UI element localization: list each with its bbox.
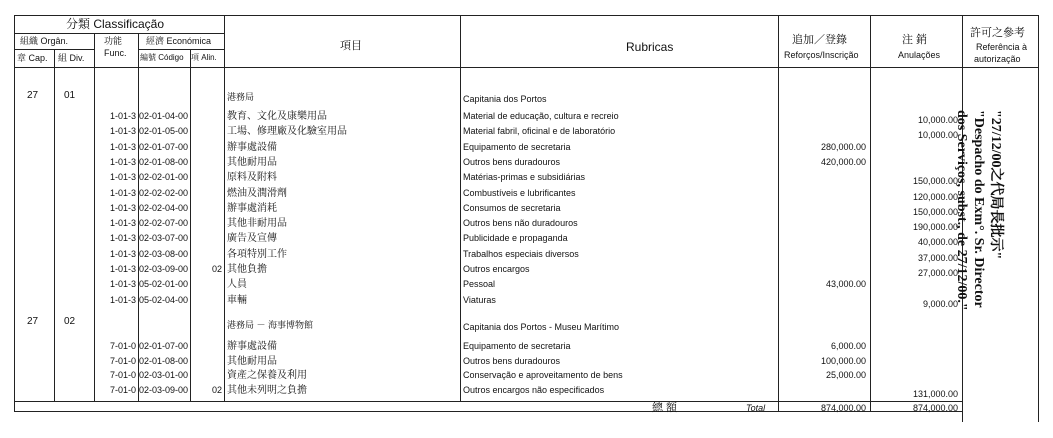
row-func: 1-01-3	[109, 248, 136, 259]
row-codigo: 05-02-04-00	[138, 294, 188, 305]
group-2-cap: 27	[27, 316, 39, 327]
row-anulacao: 150,000.00	[912, 206, 958, 217]
row-func: 7-01-0	[109, 341, 136, 351]
anulacoes-header-sub: Anulações	[898, 50, 941, 60]
row-func: 7-01-0	[109, 370, 136, 380]
row-item-zh: 資產之保養及利用	[227, 370, 307, 381]
table-left-border	[14, 15, 15, 412]
row-rubrica: Equipamento de secretaria	[463, 341, 571, 351]
table-right-border	[1038, 15, 1039, 422]
total-anulacoes: 874,000.00	[912, 403, 958, 413]
row-codigo: 02-03-01-00	[138, 370, 188, 380]
row-item-zh: 人員	[227, 279, 247, 291]
row-codigo: 02-01-07-00	[138, 341, 188, 351]
row-codigo: 02-03-08-00	[138, 248, 188, 259]
row-codigo: 02-03-09-00	[138, 264, 188, 274]
row-alinea: 02	[211, 384, 222, 395]
row-anulacao: 131,000.00	[912, 388, 958, 399]
row-func: 1-01-3	[109, 111, 136, 121]
funcional-header-sub: Func.	[104, 48, 127, 58]
anulacoes-header: 注 銷	[902, 34, 928, 46]
row-rubrica: Viaturas	[463, 294, 496, 305]
row-reforco: 25,000.00	[825, 370, 866, 380]
group-2-item-zh: 港務局 － 海事博物館	[227, 320, 314, 330]
row-item-zh: 其他耐用品	[227, 156, 277, 168]
total-label-pt: Total	[746, 403, 766, 413]
organica-header: 組織 Orgân.	[20, 36, 69, 46]
row-rubrica: Material fabril, oficinal e de laboratório	[463, 126, 616, 137]
row-anulacao: 190,000.00	[912, 222, 958, 233]
row-rubrica: Conservação e aproveitamento de bens	[463, 370, 623, 380]
row-codigo: 02-03-07-00	[138, 233, 188, 244]
row-rubrica: Outros bens duradouros	[463, 355, 561, 366]
row-func: 1-01-3	[109, 141, 136, 152]
row-anulacao: 10,000.00	[917, 130, 958, 141]
autorizacao-header-sub2: autorização	[974, 54, 1021, 64]
reforcos-header: 追加／登錄	[792, 34, 847, 46]
row-rubrica: Matérias-primas e subsidiárias	[463, 172, 586, 183]
col-divider-codigo	[190, 49, 191, 401]
row-rubrica: Outros encargos não especificados	[463, 384, 605, 395]
row-anulacao: 37,000.00	[917, 252, 958, 263]
row-item-zh: 燃油及潤滑劑	[227, 187, 287, 199]
header-subdivider-3	[138, 49, 224, 50]
row-rubrica: Outros encargos	[463, 264, 530, 274]
item-zh-header: 項目	[340, 40, 362, 52]
row-item-zh: 辦事處設備	[227, 341, 277, 352]
row-anulacao: 120,000.00	[912, 191, 958, 202]
col-divider-anulacoes	[870, 15, 871, 412]
row-alinea: 02	[211, 264, 222, 274]
authorization-note-line3: dos Serviços, subst., de 27/12/00."	[954, 110, 969, 311]
row-func: 1-01-3	[109, 279, 136, 290]
row-rubrica: Consumos de secretaria	[463, 202, 561, 213]
row-codigo: 02-01-04-00	[138, 111, 188, 121]
row-reforco: 420,000.00	[820, 156, 866, 167]
row-func: 7-01-0	[109, 384, 136, 395]
row-func: 1-01-3	[109, 172, 136, 183]
row-item-zh: 辦事處消耗	[227, 202, 277, 214]
row-item-zh: 工場、修理廠及化驗室用品	[227, 126, 347, 138]
row-func: 1-01-3	[109, 126, 136, 137]
row-codigo: 02-01-08-00	[138, 355, 188, 366]
row-codigo: 02-02-02-00	[138, 187, 188, 198]
row-anulacao: 10,000.00	[917, 115, 958, 125]
budget-table	[14, 15, 1039, 422]
group-2-rubrica: Capitania dos Portos - Museu Marítimo	[463, 322, 620, 332]
row-rubrica: Equipamento de secretaria	[463, 141, 571, 152]
row-rubrica: Material de educação, cultura e recreio	[463, 111, 619, 121]
table-top-border	[14, 15, 1039, 16]
group-1-rubrica: Capitania dos Portos	[463, 94, 547, 104]
group-2-div: 02	[64, 316, 76, 327]
row-anulacao: 40,000.00	[917, 237, 958, 248]
economica-header: 經濟 Económica	[146, 36, 212, 46]
row-item-zh: 辦事處設備	[227, 141, 277, 153]
row-func: 1-01-3	[109, 202, 136, 213]
row-func: 1-01-3	[109, 233, 136, 244]
row-anulacao: 150,000.00	[912, 176, 958, 187]
row-rubrica: Pessoal	[463, 279, 496, 290]
row-anulacao: 27,000.00	[917, 268, 958, 278]
autorizacao-header-sub: Referência à	[976, 42, 1028, 52]
group-1-cap: 27	[27, 90, 39, 101]
authorization-note-line1: "27/12/00之代局長批示"	[988, 110, 1003, 260]
row-codigo: 02-02-07-00	[138, 218, 188, 229]
row-reforco: 43,000.00	[825, 279, 866, 290]
col-divider-rubricas	[460, 15, 461, 401]
row-item-zh: 其他耐用品	[227, 355, 277, 367]
col-divider-alinea	[224, 15, 225, 401]
autorizacao-header: 許可之參考	[970, 27, 1025, 39]
row-item-zh: 車輛	[227, 294, 247, 306]
row-func: 1-01-3	[109, 156, 136, 167]
row-item-zh: 各項特別工作	[227, 248, 287, 260]
row-item-zh: 原料及附料	[227, 172, 277, 184]
row-codigo: 05-02-01-00	[138, 279, 188, 290]
alinea-header: 項 Alin.	[191, 53, 217, 62]
row-item-zh: 其他負擔	[227, 264, 267, 275]
funcional-header: 功能	[104, 36, 123, 46]
header-subdivider	[14, 33, 224, 34]
row-rubrica: Combustíveis e lubrificantes	[463, 187, 576, 198]
row-codigo: 02-01-05-00	[138, 126, 188, 137]
total-row-top	[14, 401, 962, 402]
codigo-header: 編號 Código	[140, 53, 184, 62]
col-divider-cap	[54, 49, 55, 401]
row-rubrica: Publicidade e propaganda	[463, 233, 568, 244]
group-1-div: 01	[64, 90, 76, 101]
authorization-note-line2: "Despacho do Exm°. Sr. Director	[971, 110, 986, 308]
row-codigo: 02-01-07-00	[138, 141, 188, 152]
row-reforco: 100,000.00	[820, 355, 866, 366]
row-func: 1-01-3	[109, 187, 136, 198]
row-func: 1-01-3	[109, 264, 136, 274]
row-rubrica: Outros bens duradouros	[463, 156, 561, 167]
total-label-zh: 總 額	[652, 402, 678, 414]
row-item-zh: 其他非耐用品	[227, 218, 287, 230]
row-item-zh: 廣告及宣傳	[227, 233, 277, 245]
row-anulacao: 9,000.00	[922, 298, 958, 309]
row-reforco: 6,000.00	[830, 341, 866, 351]
row-rubrica: Trabalhos especiais diversos	[463, 248, 579, 259]
row-func: 7-01-0	[109, 355, 136, 366]
row-func: 1-01-3	[109, 294, 136, 305]
divisao-header: 組 Div.	[58, 53, 85, 63]
row-codigo: 02-03-09-00	[138, 384, 188, 395]
row-func: 1-01-3	[109, 218, 136, 229]
capitulo-header: 章 Cap.	[17, 53, 48, 63]
row-rubrica: Outros bens não duradouros	[463, 218, 578, 229]
header-bottom-border	[14, 67, 1039, 68]
row-codigo: 02-02-04-00	[138, 202, 188, 213]
group-1-item-zh: 港務局	[227, 92, 255, 102]
classificacao-header: 分類 Classificação	[66, 17, 165, 31]
reforcos-header-sub: Reforços/Inscrição	[784, 50, 859, 60]
total-reforcos: 874,000.00	[820, 403, 866, 413]
row-codigo: 02-01-08-00	[138, 156, 188, 167]
row-item-zh: 教育、文化及康樂用品	[227, 111, 327, 122]
row-item-zh: 其他未列明之負擔	[227, 384, 307, 396]
row-codigo: 02-02-01-00	[138, 172, 188, 183]
rubricas-header: Rubricas	[626, 40, 674, 54]
row-reforco: 280,000.00	[820, 141, 866, 152]
col-divider-reforcos	[778, 15, 779, 412]
